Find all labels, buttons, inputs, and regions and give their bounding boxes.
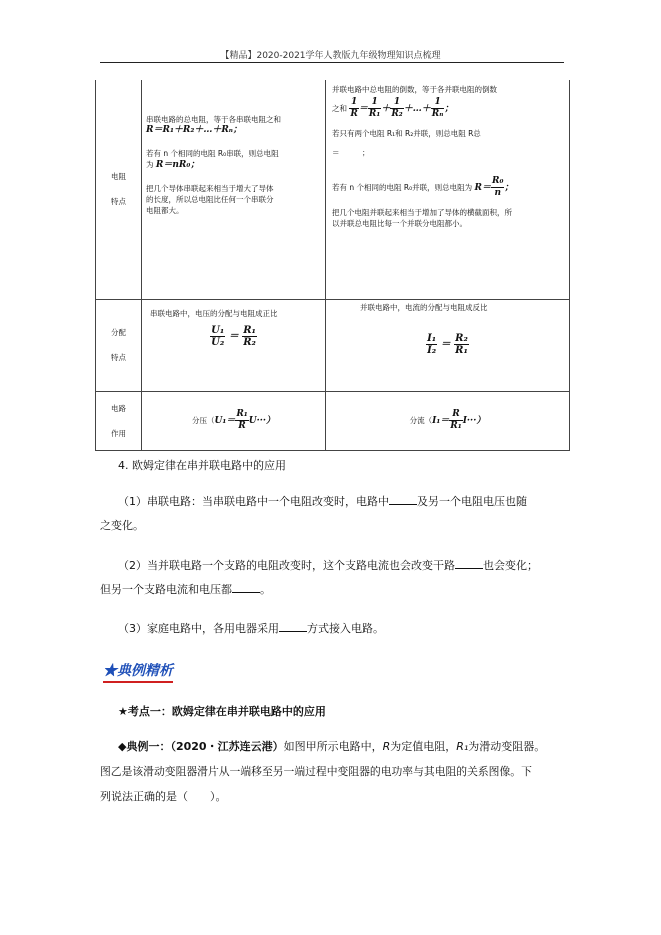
kaodian-heading: ★考点一：欧姆定律在串并联电路中的应用 (118, 705, 326, 718)
row-label-line: 特点 (111, 197, 126, 207)
cell-text: 并联电路中，电流的分配与电阻成反比 (360, 302, 488, 312)
parallel-distribution-cell (326, 299, 570, 391)
paragraph-text: （3）家庭电路中，各用电器采用 (118, 622, 279, 635)
series-function-cell (142, 391, 326, 450)
cell-text: 分流（ (409, 416, 433, 425)
frac-den: n (494, 188, 501, 198)
frac-num: R (449, 409, 462, 421)
paragraph-text: 也会变化； (483, 559, 538, 572)
paragraph-text: 为滑动变阻器。 (468, 740, 546, 753)
series-distribution-cell (142, 299, 326, 391)
frac-den: R₁ (450, 421, 462, 431)
frac-den: R₂ (391, 109, 403, 119)
formula-series-total: R＝R₁＋R₂＋…＋Rₙ； (146, 125, 242, 135)
frac-num: 1 (431, 97, 445, 109)
table-row (96, 299, 570, 391)
frac-num: R₁ (243, 324, 256, 336)
row-label-line: 电路 (111, 403, 126, 413)
cell-text: 串联电路中，电压的分配与电阻成正比 (150, 308, 278, 318)
cell-text: 若有 n 个相同的电阻 R₀并联，则总电阻为 (332, 183, 473, 192)
cell-text: 电阻都大。 (146, 206, 184, 215)
cell-text: 之和 (332, 104, 347, 113)
row-label-distribution (96, 299, 142, 391)
cell-text: 若只有两个电阻 R₁和 R₂并联，则总电阻 R总 (332, 129, 481, 138)
cell-text: 并联电路中总电阻的倒数，等于各并联电阻的倒数 (332, 85, 497, 94)
formula-lhs: R＝ (474, 183, 491, 193)
example-lead: ◆典例一：（2020・江苏连云港） (118, 740, 284, 753)
paragraph-2-cont (100, 582, 271, 598)
formula-suffix: U···） (248, 416, 275, 426)
formula-lhs: I₁＝ (432, 416, 450, 426)
example-1-line-1 (118, 739, 570, 755)
paragraph-text: 。 (260, 583, 271, 596)
row-label-line: 分配 (111, 328, 126, 337)
paragraph-text: 但另一个支路电流和电压都 (100, 583, 232, 596)
answer-blank[interactable] (279, 621, 307, 632)
page-header: 【精品】2020-2021学年人教版九年级物理知识点梳理 (220, 51, 441, 61)
frac-num: U₁ (211, 324, 225, 336)
paragraph-3 (118, 621, 384, 637)
example-1-line-3: 列说法正确的是（ ）。 (100, 790, 227, 803)
formula-current-divider (432, 409, 486, 431)
formula-voltage-divider (214, 409, 275, 431)
comparison-table (95, 80, 570, 451)
row-label-line: 电阻 (111, 172, 126, 182)
frac-den: R (350, 109, 358, 119)
answer-blank[interactable] (232, 582, 260, 593)
frac-num: 1 (390, 97, 403, 109)
formula-suffix: I···） (462, 416, 486, 426)
formula-current-ratio: $\frac{\text{I₁}}{\text{I₂}}$ ＝ $\frac{\text{R₂}}{\text{R₁}}$ (427, 332, 468, 356)
cell-text: 若有 n 个相同的电阻 R₀串联，则总电阻 (146, 149, 279, 158)
frac-num: R₂ (455, 332, 468, 344)
paragraph-text: 及另一个电阻电压也随 (417, 495, 527, 508)
paragraph-text: （2）当并联电路一个支路的电阻改变时，这个支路电流也会改变干路 (118, 559, 455, 572)
frac-den: R₁ (368, 109, 381, 119)
paragraph-1 (118, 494, 564, 510)
paragraph-1-cont: 之变化。 (100, 519, 144, 532)
cell-text: ＝ ； (332, 148, 370, 157)
row-label-line: 特点 (111, 353, 126, 362)
symbol-r1: R₁ (456, 740, 469, 753)
item-4-heading: 4. 欧姆定律在串并联电路中的应用 (118, 459, 286, 472)
cell-text: 把几个电阻并联起来相当于增加了导体的横截面积，所 (332, 208, 512, 217)
frac-num: I₁ (427, 332, 437, 344)
frac-den: R₁ (455, 344, 468, 356)
cell-text: 分压（ (192, 416, 215, 425)
formula-parallel-total: $\frac{1}{R}$ ＝ $\frac{1}{\text{R₁}}$ ＋ $\frac{1}{\text{R₂}}$ ＋…＋ $\frac{1}{\text{Rₙ}}$ ； (350, 97, 454, 119)
frac-den: Rₙ (431, 109, 444, 119)
paragraph-text: 如图甲所示电路中， (283, 740, 383, 753)
section-title: ★典例精析 (103, 660, 173, 683)
formula-voltage-ratio: $\frac{\text{U₁}}{\text{U₂}}$ ＝ $\frac{\text{R₁}}{\text{R₂}}$ (211, 324, 256, 348)
frac-den: U₂ (211, 336, 225, 348)
series-resistance-cell (142, 80, 326, 299)
frac-num: 1 (368, 97, 381, 109)
table-row (96, 391, 570, 450)
paragraph-text: 方式接入电路。 (307, 622, 384, 635)
paragraph-2 (118, 558, 570, 574)
frac-den: R₂ (243, 336, 256, 348)
answer-blank[interactable] (389, 494, 417, 505)
cell-text: 把几个导体串联起来相当于增大了导体 (146, 184, 274, 193)
row-label-line: 作用 (111, 428, 126, 438)
row-label-resistance (96, 80, 142, 299)
frac-den: I₂ (427, 344, 437, 356)
parallel-resistance-cell (326, 80, 570, 299)
parallel-function-cell (326, 391, 570, 450)
example-1-line-2: 图乙是该滑动变阻器滑片从一端移至另一端过程中变阻器的电功率与其电阻的关系图像。下 (100, 765, 532, 778)
paragraph-text: 为定值电阻， (390, 740, 457, 753)
cell-text: 的长度，所以总电阻比任何一个串联分 (146, 195, 274, 204)
header-rule (100, 62, 564, 63)
cell-text: 为 (146, 160, 154, 169)
formula-n-parallel: R＝ $\frac{\text{R₀}}{n}$ ； (474, 176, 514, 198)
answer-blank[interactable] (455, 558, 483, 569)
frac-num: R₀ (492, 176, 504, 186)
frac-num: R₁ (236, 409, 248, 419)
cell-text: 以并联总电阻比每一个并联分电阻都小。 (332, 219, 467, 228)
formula-n-series: R＝nR₀； (155, 160, 200, 170)
symbol-r: R (382, 740, 391, 753)
paragraph-text: （1）串联电路：当串联电路中一个电阻改变时，电路中 (118, 495, 389, 508)
formula-lhs: U₁＝ (214, 416, 236, 426)
frac-num: 1 (351, 97, 358, 107)
frac-den: R (238, 421, 246, 431)
cell-text: 串联电路的总电阻，等于各串联电阻之和 (146, 115, 281, 124)
row-label-function (96, 391, 142, 450)
table-row (96, 80, 570, 299)
